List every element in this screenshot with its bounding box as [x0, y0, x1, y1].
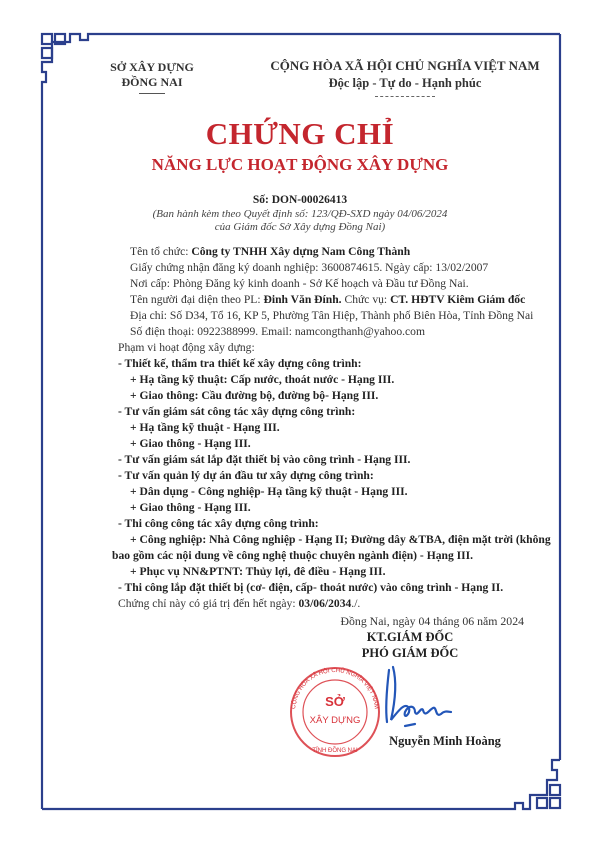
validity-suffix: ./.: [351, 597, 361, 610]
scope-item: [112, 388, 562, 404]
signer-name: Nguyễn Minh Hoàng: [389, 734, 501, 748]
stamp-bottom: TỈNH ĐỒNG NAI: [312, 748, 358, 754]
validity-date: 03/06/2034: [298, 597, 352, 610]
national-header: [250, 57, 560, 97]
scope-item: [112, 420, 562, 436]
scope-item: [112, 532, 562, 548]
scope-item: [112, 484, 562, 500]
scope-text: + Phục vụ NN&PTNT: Thủy lợi, đê điều - Hạng III.: [130, 565, 386, 578]
certificate-number: Số: DON-00026413: [252, 194, 348, 206]
position-value: CT. HĐTV Kiêm Giám đốc: [390, 293, 526, 306]
scope-text: + Giao thông: Cầu đường bộ, đường bộ- Hạng III.: [130, 389, 379, 402]
business-registration: Giấy chứng nhận đăng ký doanh nghiệp: 3600874615. Ngày cấp: 13/02/2007: [130, 261, 489, 274]
stamp-center-1: SỞ: [325, 694, 345, 709]
org-value: Công ty TNHH Xây dựng Nam Công Thành: [191, 245, 411, 258]
scope-item: [112, 372, 562, 388]
agency-line-1: SỞ XÂY DỰNG: [110, 60, 194, 74]
basis-line-1: (Ban hành kèm theo Quyết định số: 123/QĐ-SXD ngày 04/06/2024: [152, 208, 448, 220]
scope-text: - Thi công lắp đặt thiết bị (cơ- điện, cấp- thoát nước) vào công trình - Hạng II.: [118, 581, 504, 594]
issuance-basis: [0, 208, 600, 234]
stamp-ring-text: CỘNG HÒA XÃ HỘI CHỦ NGHĨA VIỆT NAM: [291, 667, 379, 710]
official-stamp: [285, 664, 385, 760]
scope-label: Phạm vi hoạt động xây dựng:: [118, 341, 255, 354]
representative-line: [112, 292, 562, 308]
scope-text: + Giao thông - Hạng III.: [130, 437, 251, 450]
issued-by: Nơi cấp: Phòng Đăng ký kinh doanh - Sở Kế hoạch và Đầu tư Đồng Nai.: [130, 277, 469, 290]
validity-label: Chứng chỉ này có giá trị đến hết ngày:: [118, 597, 299, 610]
scope-category: [112, 356, 562, 372]
document-subtitle: NĂNG LỰC HOẠT ĐỘNG XÂY DỰNG: [151, 155, 449, 174]
basis-line-2: của Giám đốc Sở Xây dựng Đồng Nai): [214, 221, 386, 233]
scope-item: [112, 500, 562, 516]
scope-item: [112, 564, 562, 580]
scope-category: [112, 468, 562, 484]
scope-category: [112, 404, 562, 420]
scope-text: + Hạ tầng kỹ thuật: Cấp nước, thoát nước - Hạng III.: [130, 373, 395, 386]
scope-text: + Dân dụng - Công nghiệp- Hạ tầng kỹ thuật - Hạng III.: [130, 485, 408, 498]
scope-text: - Thi công công tác xây dựng công trình:: [118, 517, 319, 530]
position-label: Chức vụ:: [341, 293, 391, 306]
scope-category: [112, 452, 562, 468]
scope-category: [112, 516, 562, 532]
validity-line: [112, 596, 562, 612]
handwritten-signature: [375, 662, 455, 732]
scope-category: [112, 580, 562, 596]
scope-list: [112, 356, 562, 596]
scope-text: + Công nghiệp: Nhà Công nghiệp - Hạng II; Đường dây &TBA, điện mặt trời (không: [130, 533, 551, 546]
issuing-agency: [92, 60, 212, 94]
org-name-line: [112, 244, 562, 260]
contact: Số điện thoại: 0922388999. Email: namcongthanh@yahoo.com: [130, 325, 426, 338]
scope-item: [112, 436, 562, 452]
agency-line-2: ĐỒNG NAI: [121, 75, 183, 89]
scope-text: + Giao thông - Hạng III.: [130, 501, 251, 514]
motto: Độc lập - Tự do - Hạnh phúc: [328, 76, 482, 90]
rep-label: Tên người đại diện theo PL:: [130, 293, 264, 306]
nation-name: CỘNG HÒA XÃ HỘI CHỦ NGHĨA VIỆT NAM: [270, 58, 540, 73]
rep-name: Đinh Văn Đính.: [263, 293, 342, 306]
scope-text: - Tư vấn giám sát công tác xây dựng công trình:: [118, 405, 356, 418]
scope-text: - Thiết kế, thẩm tra thiết kế xây dựng công trình:: [118, 357, 362, 370]
scope-text: bao gồm các nội dung về công nghệ thuộc chuyên ngành điện) - Hạng III.: [112, 549, 474, 562]
stamp-center-2: XÂY DỰNG: [309, 715, 361, 726]
motto-underline: [375, 96, 435, 97]
signer-title-1: KT.GIÁM ĐỐC: [366, 630, 454, 644]
certificate-body: [112, 244, 562, 612]
place-and-date: Đồng Nai, ngày 04 tháng 06 năm 2024: [340, 614, 524, 628]
org-label: Tên tổ chức:: [130, 245, 192, 258]
scope-item: [112, 548, 562, 564]
address: Địa chỉ: Số D34, Tổ 16, KP 5, Phường Tân Hiệp, Thành phố Biên Hòa, Tỉnh Đồng Nai: [130, 309, 534, 322]
agency-underline: [139, 93, 165, 94]
scope-text: - Tư vấn quản lý dự án đầu tư xây dựng công trình:: [118, 469, 374, 482]
document-title: CHỨNG CHỈ: [205, 116, 395, 151]
scope-text: + Hạ tầng kỹ thuật - Hạng III.: [130, 421, 280, 434]
scope-text: - Tư vấn giám sát lắp đặt thiết bị vào công trình - Hạng III.: [118, 453, 411, 466]
signer-title-2: PHÓ GIÁM ĐỐC: [361, 646, 459, 660]
